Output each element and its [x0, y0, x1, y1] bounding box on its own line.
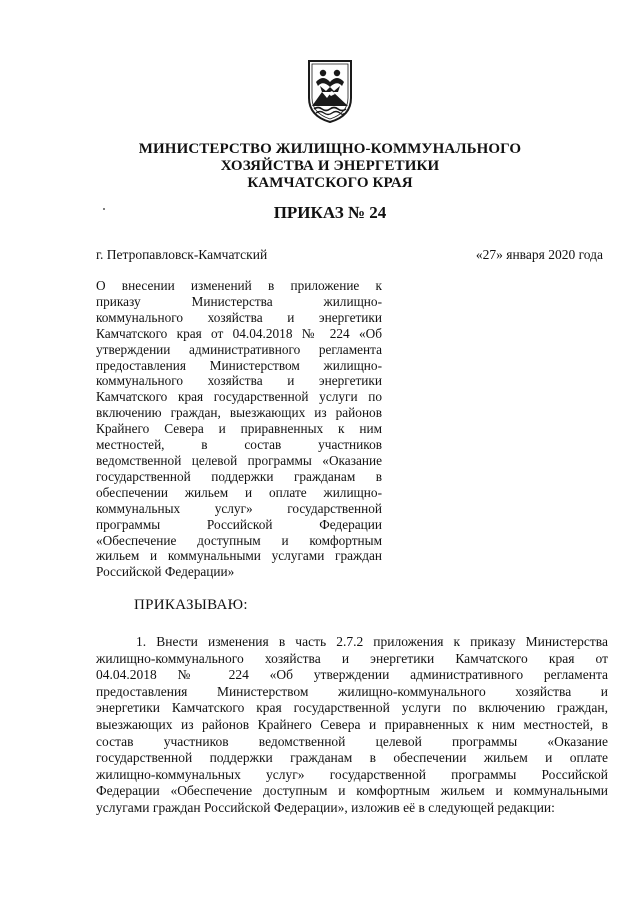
kamchatka-coat-of-arms-icon	[306, 58, 354, 124]
subject-line: Камчатского края государственной услуги по	[96, 389, 382, 405]
body-line: государственной поддержки гражданам в обеспечении жильем и оплате	[96, 750, 608, 766]
subject-line: О внесении изменений в приложение к	[96, 278, 382, 293]
body-line: жилищно-коммунального хозяйства и энергетики Камчатского края от	[96, 650, 608, 666]
body-line: 1. Внести изменения в часть 2.7.2 приложения к приказу Министерства	[136, 634, 608, 649]
subject-line: коммунального хозяйства и энергетики	[96, 373, 382, 389]
subject-line: приказу Министерства жилищно-	[96, 293, 382, 309]
subject-line: предоставления Министерством жилищно-	[96, 357, 382, 373]
body-line: выезжающих из районов Крайнего Севера и приравненных к ним местностей, в	[96, 716, 608, 732]
subject-line: коммунальных услуг» государственной	[96, 500, 382, 516]
ministry-line: МИНИСТЕРСТВО ЖИЛИЩНО-КОММУНАЛЬНОГО	[138, 141, 522, 157]
subject-line: Крайнего Севера и приравненных к ним	[96, 421, 382, 437]
order-title: ПРИКАЗ № 24	[273, 203, 387, 222]
body-line: предоставления Министерством жилищно-коммунального хозяйства и	[96, 683, 608, 699]
ministry-line: ХОЗЯЙСТВА И ЭНЕРГЕТИКИ	[220, 158, 440, 174]
subject-line: «Обеспечение доступным и комфортным	[96, 532, 382, 548]
scan-speck	[103, 208, 105, 210]
order-date: «27» января 2020 года	[475, 247, 603, 262]
subject-line: Российской Федерации»	[96, 564, 235, 580]
body-line: 04.04.2018 № 224 «Об утверждении административного регламента	[96, 667, 608, 683]
order-body	[96, 634, 608, 817]
subject-line: обеспечении жильем и оплате жилищно-	[96, 484, 382, 500]
subject-line: государственной поддержки гражданам в	[96, 468, 382, 484]
ministry-line: КАМЧАТСКОГО КРАЯ	[247, 175, 413, 191]
ministry-heading	[90, 141, 570, 192]
body-line: жилищно-коммунальных услуг» государственной программы Российской	[96, 766, 608, 782]
order-directive: ПРИКАЗЫВАЮ:	[134, 597, 248, 613]
subject-line: местностей, в состав участников	[96, 437, 382, 453]
subject-line: утверждении административного регламента	[96, 341, 382, 357]
body-line: Федерации «Обеспечение доступным и комфортным жильем и коммунальными	[96, 783, 608, 799]
subject-line: жильем и коммунальными услугами граждан	[96, 548, 382, 564]
subject-line: ведомственной целевой программы «Оказание	[96, 452, 382, 468]
city-label: г. Петропавловск-Камчатский	[96, 247, 268, 262]
body-line: услугами граждан Российской Федерации», изложив её в следующей редакции:	[96, 799, 555, 815]
subject-line: коммунального хозяйства и энергетики	[96, 309, 382, 325]
subject-line: Камчатского края от 04.04.2018 № 224 «Об	[96, 325, 382, 341]
subject-line: включению граждан, выезжающих из районов	[96, 405, 382, 421]
subject-line: программы Российской Федерации	[96, 516, 382, 532]
order-subject	[96, 278, 382, 580]
body-line: энергетики Камчатского края государственной услуги по включению граждан,	[96, 700, 608, 716]
body-line: состав участников ведомственной целевой программы «Оказание	[96, 733, 608, 749]
